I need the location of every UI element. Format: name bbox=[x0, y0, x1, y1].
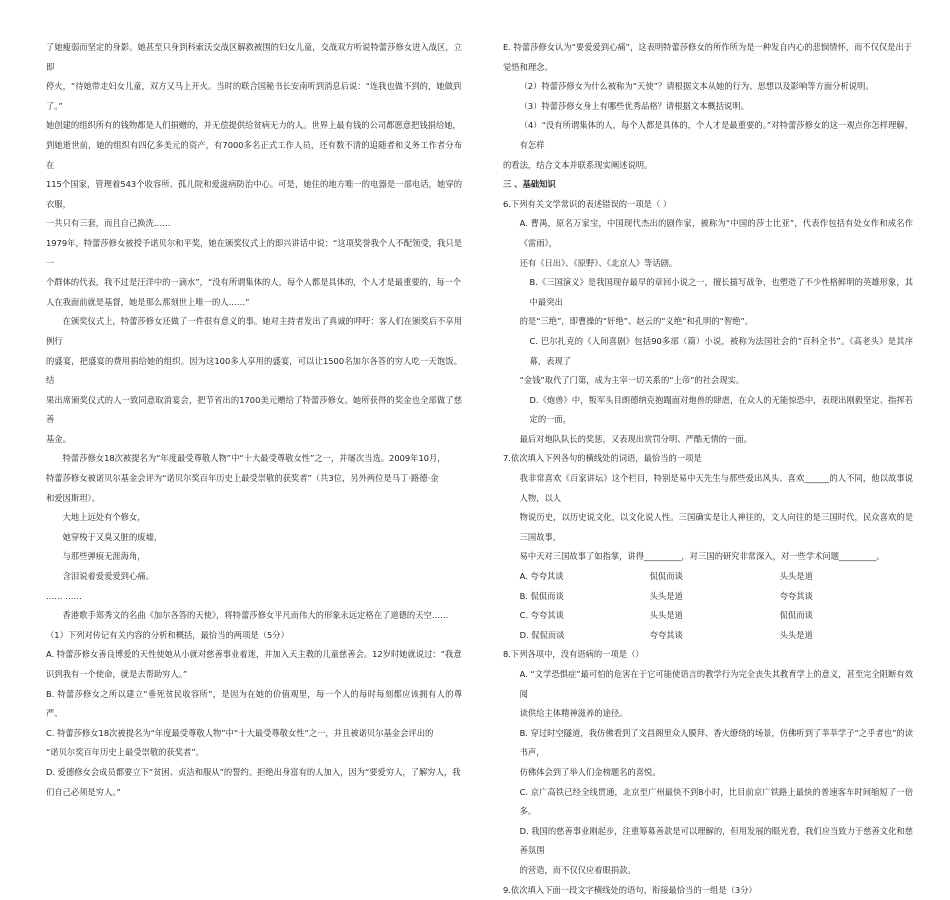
option-cell: 侃侃而谈 bbox=[779, 610, 813, 621]
option-cell: 夸夸其谈 bbox=[649, 629, 683, 640]
text-line: 人在我面前就是基督，她是那么那刻世上唯一的人……” bbox=[46, 296, 250, 307]
question-3: （3）特蕾莎修女身上有哪些优秀品格？请根据文本概括说明。 bbox=[519, 100, 749, 111]
question-9: 9.依次填入下面一段文字横线处的语句，衔接最恰当的一组是（3分） bbox=[503, 884, 757, 895]
left-column bbox=[46, 38, 462, 802]
ellipsis-line: …… …… bbox=[46, 590, 82, 601]
option-line: “诺贝尔奖百年历史上最受崇敬的获奖者”。 bbox=[46, 747, 204, 758]
option-line: B.《三国演义》是我国现存最早的章回小说之一，擅长描写战争，也塑造了不少性格鲜明的英雄形象，其中最突出 bbox=[529, 277, 913, 307]
question-7: 7.依次填入下列各句的横线处的词语，最恰当的一项是 bbox=[503, 453, 702, 464]
option-cell: A. 夸夸其谈 bbox=[519, 571, 564, 582]
q7-options-row bbox=[503, 587, 913, 607]
option-line: 觉悟和理念。 bbox=[503, 61, 553, 72]
option-line: A. 曹禺，原名万家宝，中国现代杰出的剧作家，被称为“中国的莎士比亚”，代表作包括有处女作和成名作《雷雨》， bbox=[519, 218, 913, 248]
option-cell: 侃侃而谈 bbox=[649, 571, 683, 582]
option-cell: 夸夸其谈 bbox=[779, 590, 813, 601]
option-line: C. 京广高铁已经全线贯通，北京至广州最快不到8小时，比目前京广铁路上最快的普速客车时间缩短了一倍多。 bbox=[519, 786, 913, 817]
text-line: 基金。 bbox=[46, 433, 71, 444]
q7-options-row bbox=[503, 626, 913, 646]
option-line: 读供给主体精神滋养的途径。 bbox=[519, 708, 628, 719]
question-8: 8.下列各项中，没有语病的一项是（） bbox=[503, 649, 644, 660]
option-cell: 头头是道 bbox=[779, 629, 813, 640]
question-4-cont: 的看法，结合文本并联系现实阐述说明。 bbox=[503, 159, 653, 170]
section-heading: 三 、基础知识 bbox=[503, 179, 556, 190]
text-line: 果出席颁奖仪式的人一致同意取消宴会，把节省出的1700美元赠给了特蕾莎修女。她所获得的奖金也全部做了慈善 bbox=[46, 394, 462, 425]
text-line: 特蕾莎修女18次被提名为“年度最受尊敬人物”中“十大最受尊敬女性”之一，并屡次当选。2009年10月， bbox=[62, 453, 446, 464]
text-line: 在颁奖仪式上，特蕾莎修女还做了一件很有意义的事。她对主持者发出了真诚的呼吁：客人们在颁奖后不享用例行 bbox=[46, 316, 462, 346]
option-line: E. 特蕾莎修女认为“要爱爱到心痛”，这表明特蕾莎修女的所作所为是一种发自内心的悲悯情怀，而不仅仅是出于 bbox=[503, 42, 913, 52]
option-line: 还有《日出》、《原野》、《北京人》等话剧。 bbox=[519, 257, 678, 268]
q7-options-row bbox=[503, 606, 913, 626]
option-line: 的是“三绝”，即曹操的“奸绝”、赵云的“义绝”和孔明的“智绝”。 bbox=[519, 316, 754, 327]
q7-options-row bbox=[503, 567, 913, 587]
option-cell: 头头是道 bbox=[649, 590, 683, 601]
question-1: （1）下列对传记有关内容的分析和概括，最恰当的两项是（5分） bbox=[46, 629, 289, 640]
text-line: 了她瘦弱而坚定的身影。她甚至只身到科索沃交战区解救被围的妇女儿童，交战双方听说特蕾莎修女进入战区，立即 bbox=[46, 42, 462, 72]
option-line: D. 我国的慈善事业刚起步，注重筹募善款是可以理解的，但用发展的眼光看，我们应当致力于慈善文化和慈善氛围 bbox=[519, 825, 913, 856]
option-cell: D. 侃侃而谈 bbox=[519, 629, 565, 640]
text-line: 物说历史，以历史说文化，以文化说人性。三国确实是让人神往的，文人向往的是三国时代，民众喜欢的是三国故事， bbox=[519, 512, 913, 542]
option-line: 们自己必须是穷人。” bbox=[46, 786, 121, 797]
poem-line: 与那些弹痕无涯海角， bbox=[62, 551, 146, 562]
text-line: 个群体的代表，我不过是汪洋中的一滴水”，“没有所谓集体的人，每个人都是具体的，个人才是最重要的，每一个 bbox=[46, 277, 462, 288]
option-line: C. 特蕾莎修女18次被提名为“年度最受尊敬人物”中“十大最受尊敬女性”之一，并且被诺贝尔基金会评出的 bbox=[46, 727, 434, 738]
option-cell: C. 夸夸其谈 bbox=[519, 610, 564, 621]
option-line: B. 特蕾莎修女之所以建立“垂死贫民收容所”，是因为在她的价值观里，每一个人的每时每刻都应该拥有人的尊严。 bbox=[46, 688, 462, 719]
question-6: 6.下列有关文学常识的表述错误的一项是（ ） bbox=[503, 198, 672, 209]
question-2: （2）特蕾莎修女为什么被称为“天使”？请根据文本从她的行为、思想以及影响等方面分析说明。 bbox=[519, 81, 874, 92]
text-line: 的盛宴，把盛宴的费用捐给她的组织。因为这100多人享用的盛宴，可以让1500名加尔各答的穷人吃一天饱饭。结 bbox=[46, 355, 462, 386]
option-cell: 头头是道 bbox=[779, 571, 813, 582]
option-cell: B. 侃侃而谈 bbox=[519, 590, 564, 601]
text-line: 了。” bbox=[46, 100, 63, 111]
option-line: 识到我有一个使命，就是去帮助穷人。” bbox=[46, 669, 188, 679]
question-4: （4）“没有所谓集体的人，每个人都是具体的，个人才是最重要的。”对特蕾莎修女的这一观点你怎样理解，有怎样 bbox=[519, 120, 913, 150]
option-cell: 头头是道 bbox=[649, 610, 683, 621]
option-line: B. 穿过时空隧道，我仿佛看到了文昌阁里众人膜拜、香火缭绕的场景，仿佛听到了莘莘学子“之乎者也”的读书声， bbox=[519, 727, 913, 758]
text-line: 停火，“待她带走妇女儿童，双方又马上开火。当时的联合国秘书长安南听到消息后说：“连我也做不到的，她做到 bbox=[46, 81, 462, 92]
text-line: 易中天对三国故事了如指掌，讲得_________，对三国的研究非常深入，对一些学术问题_________。 bbox=[519, 551, 885, 562]
text-line: 我非常喜欢《百家讲坛》这个栏目，特别是易中天先生与那些爱出风头、喜欢______的人不同，他以故事说人物，以人 bbox=[519, 473, 913, 503]
text-line: 115个国家，管理着543个收容所、孤儿院和爱滋病防治中心。可是，她住的地方唯一的电器是一部电话，她穿的衣服， bbox=[46, 179, 462, 209]
text-line: 香港歌手郑秀文的名曲《加尔各答的天使》，将特蕾莎修女平凡而伟大的形象永远定格在了道德的天空…… bbox=[62, 610, 449, 621]
text-line: 特蕾莎修女被诺贝尔基金会评为“诺贝尔奖百年历史上最受崇敬的获奖者”（共3位，另外两位是马丁·路德·金 bbox=[46, 473, 439, 484]
right-column bbox=[503, 38, 913, 900]
option-line: D. 爱德修女会成员都要立下“贫困、贞洁和服从”的誓约。拒绝出身富有的人加入，因为“要爱穷人，了解穷人，我 bbox=[46, 766, 461, 777]
option-line: A. “文学恐惧症”最可怕的危害在于它可能使语言的教学行为完全丧失其教育学上的意义，甚至完全阻断有效阅 bbox=[519, 669, 913, 699]
text-line: 到她逝世前，她的组织有四亿多美元的资产，有7000多名正式工作人员，还有数不清的追随者和义务工作者分布在 bbox=[46, 139, 462, 170]
text-line: 1979年，特蕾莎修女被授予诺贝尔和平奖，她在颁奖仪式上的即兴讲话中说：“这项奖誉我个人不配领受，我只是一 bbox=[46, 237, 462, 268]
option-line: 仿佛体会到了举人们金榜题名的喜悦。 bbox=[519, 766, 661, 777]
text-line: 和爱因斯坦）。 bbox=[46, 492, 100, 503]
option-line: C. 巴尔扎克的《人间喜剧》包括90多部（篇）小说，被称为法国社会的“百科全书”。《高老头》是其序幕，表现了 bbox=[529, 335, 913, 366]
poem-line: 她穿梭于又臭又脏的废墟， bbox=[62, 531, 163, 542]
option-line: “金钱”取代了门第，成为主宰一切关系的“上帝”的社会现实。 bbox=[519, 375, 745, 386]
option-line: A. 特蕾莎修女善良博爱的天性使她从小就对慈善事业着迷，并加入天主教的儿童慈善会。12岁时她就说过：“我意 bbox=[46, 649, 462, 660]
option-line: 最后对炮队队长的奖惩，又表现出赏罚分明、严酷无情的一面。 bbox=[519, 433, 752, 444]
text-line: 一共只有三套，而且自己换洗…… bbox=[46, 218, 171, 229]
poem-line: 大地上远处有个修女， bbox=[62, 512, 146, 523]
poem-line: 含泪说着爱爱爱到心痛。 bbox=[62, 571, 154, 582]
option-line: 的营造，而不仅仅应着眼捐款。 bbox=[519, 864, 636, 875]
text-line: 她创建的组织所有的钱物都是人们捐赠的，并无偿提供给贫病无力的人。世界上最有钱的公司都愿意把钱捐给她， bbox=[46, 120, 461, 131]
option-line: D.《炮兽》中，叛军头目朗德纳克抱蹋面对炮兽的肆虐，在众人的无能惊恐中，表现出刚毅坚定、指挥若定的一面， bbox=[529, 394, 913, 425]
